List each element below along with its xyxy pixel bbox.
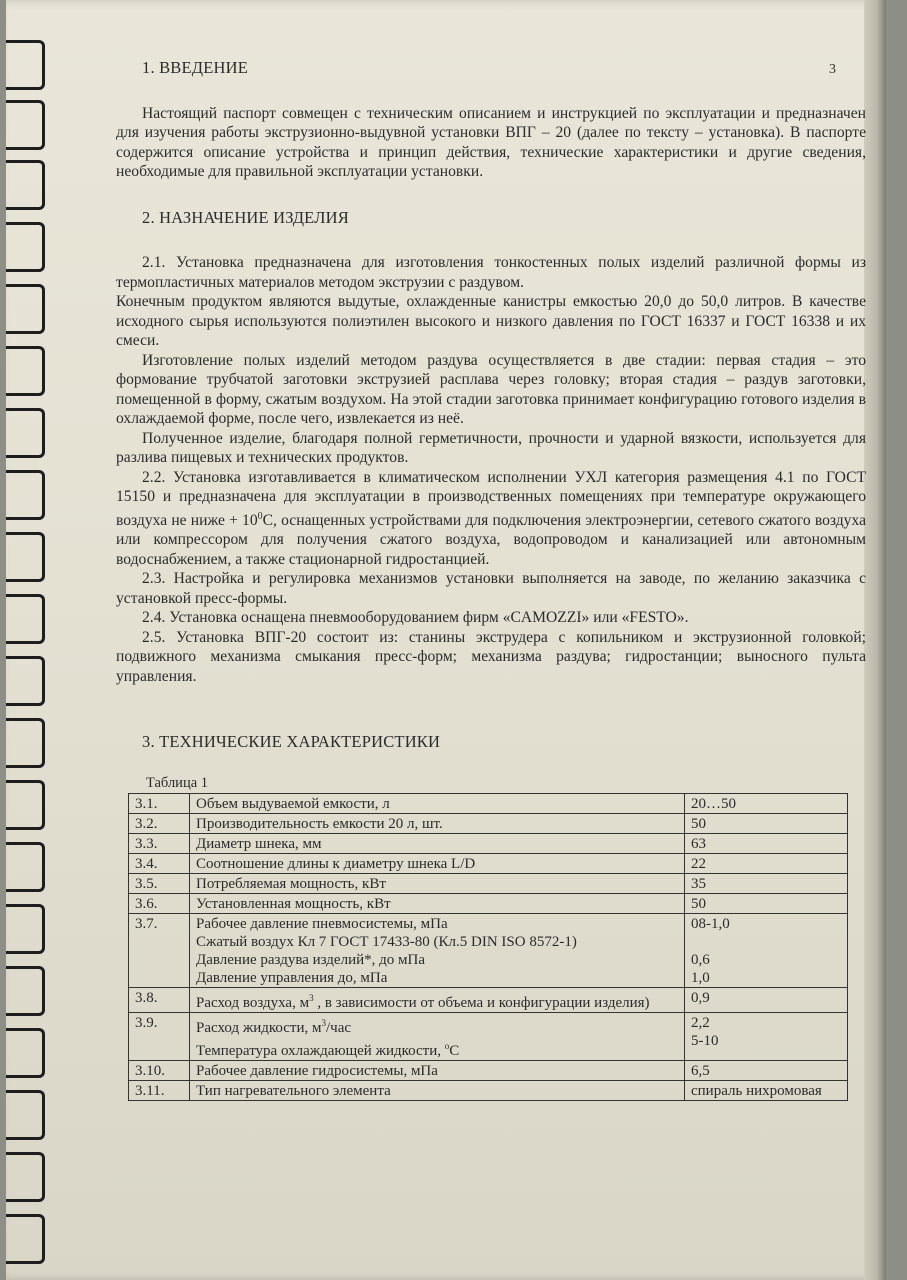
value-line: 0,6 bbox=[691, 952, 710, 969]
paragraph-2-1: 2.1. Установка предназначена для изготовления тонкостенных полых изделий различной формы из термопластичных материалов методом экструзии с раздувом. bbox=[116, 254, 866, 291]
param-line bbox=[196, 1037, 678, 1060]
binding-ring bbox=[16, 100, 45, 150]
binding-ring bbox=[16, 222, 45, 272]
cubic-superscript: 3 bbox=[321, 1018, 326, 1029]
param-text: С bbox=[449, 1043, 460, 1060]
param-text: Температура охлаждающей жидкости, bbox=[196, 1043, 445, 1060]
binding-ring bbox=[16, 594, 45, 644]
value-line: 5-10 bbox=[691, 1033, 719, 1050]
param-text: /час bbox=[326, 1020, 352, 1037]
binding-ring bbox=[16, 284, 45, 334]
binding-ring bbox=[16, 1028, 45, 1078]
binding-ring bbox=[16, 1152, 45, 1202]
row-number: 3.10. bbox=[129, 1061, 190, 1081]
cubic-superscript: 3 bbox=[309, 993, 314, 1004]
section-2-title: 2. НАЗНАЧЕНИЕ ИЗДЕЛИЯ bbox=[142, 207, 349, 227]
row-parameter: Производительность емкости 20 л, шт. bbox=[190, 814, 685, 834]
binding-ring bbox=[16, 904, 45, 954]
row-value bbox=[685, 1013, 848, 1061]
row-parameter: Рабочее давление гидросистемы, мПа bbox=[190, 1061, 685, 1081]
binding-ring bbox=[16, 408, 45, 458]
section-1-title: 1. ВВЕДЕНИЕ bbox=[142, 58, 249, 77]
binding-ring bbox=[16, 842, 45, 892]
table-row bbox=[129, 1081, 848, 1101]
binding-ring bbox=[16, 1214, 45, 1264]
section-1-text: Настоящий паспорт совмещен с техническим описанием и инструкцией по эксплуатации и предназначен для изучения работы экструзионно-выдувной установки ВПГ – 20 (далее по тексту – установка). В паспорте содержится описание устройства и принцип действия, технические характеристики и другие сведения, необходимые для правильной эксплуатации установки. bbox=[116, 104, 866, 180]
row-value: 50 bbox=[685, 814, 848, 834]
row-number: 3.7. bbox=[129, 914, 190, 988]
row-number: 3.2. bbox=[129, 814, 190, 834]
paragraph-2-2-part2: С, оснащенных устройствами для подключения электроэнергии, сетевого сжатого воздуха или компрессором для получения сжатого воздуха, водопроводом и канализацией или автономным водоснабжением, а также стационарной гидростанцией. bbox=[116, 511, 866, 568]
table-row bbox=[129, 854, 848, 874]
binding-ring bbox=[16, 656, 45, 706]
page-number: 3 bbox=[829, 62, 836, 77]
table-row bbox=[129, 1013, 848, 1061]
row-value: 35 bbox=[685, 874, 848, 894]
degree-superscript: o bbox=[444, 1041, 450, 1052]
row-value: спираль нихромовая bbox=[685, 1081, 848, 1101]
value-line: 2,2 bbox=[691, 1015, 710, 1032]
row-number: 3.11. bbox=[129, 1081, 190, 1101]
row-number: 3.8. bbox=[129, 988, 190, 1013]
binding-ring bbox=[16, 718, 45, 768]
paragraph-process: Изготовление полых изделий методом раздува осуществляется в две стадии: первая стадия – это формование трубчатой заготовки экструзией расплава через головку; вторая стадия – раздув заготовки, помещенной в форму, сжатым воздухом. На этой стадии заготовка принимает конфигурацию готового изделия в охлаждаемой форме, после чего, извлекается из неё. bbox=[116, 351, 866, 427]
binding-ring bbox=[16, 532, 45, 582]
paragraph-2-3: 2.3. Настройка и регулировка механизмов установки выполняется на заводе, по желанию заказчика с установкой пресс-формы. bbox=[116, 570, 866, 607]
binding-ring bbox=[16, 1090, 45, 1140]
param-text: , в зависимости от объема и конфигурации изделия) bbox=[313, 995, 650, 1012]
row-parameter bbox=[190, 988, 685, 1013]
row-parameter: Потребляемая мощность, кВт bbox=[190, 874, 685, 894]
row-value: 50 bbox=[685, 894, 848, 914]
table-caption: Таблица 1 bbox=[146, 774, 209, 791]
row-parameter: Установленная мощность, кВт bbox=[190, 894, 685, 914]
param-line: Рабочее давление пневмосистемы, мПа bbox=[196, 916, 448, 933]
row-number: 3.5. bbox=[129, 874, 190, 894]
param-text: Расход воздуха, м bbox=[196, 995, 310, 1012]
param-line bbox=[196, 1014, 678, 1037]
row-parameter bbox=[190, 914, 685, 988]
spiral-binding bbox=[6, 0, 66, 1280]
page-stack-edge bbox=[864, 0, 886, 1280]
row-value: 63 bbox=[685, 834, 848, 854]
binding-ring bbox=[16, 780, 45, 830]
value-line: 1,0 bbox=[691, 970, 710, 987]
document-page bbox=[6, 0, 886, 1280]
row-number: 3.9. bbox=[129, 1013, 190, 1061]
row-number: 3.1. bbox=[129, 794, 190, 814]
binding-ring bbox=[16, 966, 45, 1016]
binding-ring bbox=[16, 470, 45, 520]
paragraph-2-2-part1: 2.2. Установка изготавливается в климатическом исполнении УХЛ категория размещения 4.1 по ГОСТ 15150 и предназначена для эксплуатации в производственных помещениях при температуре окружающего воздуха не ниже + 10 bbox=[116, 468, 866, 529]
row-parameter bbox=[190, 1013, 685, 1061]
row-value bbox=[685, 914, 848, 988]
table-row bbox=[129, 794, 848, 814]
degree-superscript: 0 bbox=[257, 510, 263, 522]
row-parameter: Диаметр шнека, мм bbox=[190, 834, 685, 854]
table-row bbox=[129, 988, 848, 1013]
page-content bbox=[116, 58, 866, 1101]
paragraph-result: Полученное изделие, благодаря полной герметичности, прочности и ударной вязкости, используется для разлива пищевых и технических продуктов. bbox=[116, 429, 866, 466]
param-line: Сжатый воздух Кл 7 ГОСТ 17433-80 (Кл.5 DIN ISO 8572-1) bbox=[196, 934, 577, 951]
paragraph-2-4: 2.4. Установка оснащена пневмооборудованием фирм «CAMOZZI» или «FESTO». bbox=[142, 609, 689, 627]
table-row bbox=[129, 834, 848, 854]
row-parameter: Тип нагревательного элемента bbox=[190, 1081, 685, 1101]
table-row bbox=[129, 1061, 848, 1081]
row-parameter: Объем выдуваемой емкости, л bbox=[190, 794, 685, 814]
row-value: 22 bbox=[685, 854, 848, 874]
table-row bbox=[129, 914, 848, 988]
row-number: 3.3. bbox=[129, 834, 190, 854]
row-value: 6,5 bbox=[685, 1061, 848, 1081]
binding-ring bbox=[16, 346, 45, 396]
table-row bbox=[129, 814, 848, 834]
row-value: 20…50 bbox=[685, 794, 848, 814]
paragraph-2-5: 2.5. Установка ВПГ-20 состоит из: станины экструдера с копильником и экструзионной головкой; подвижного механизма смыкания пресс-форм; механизма раздува; гидростанции; выносного пульта управления. bbox=[116, 628, 866, 685]
param-line: Давление управления до, мПа bbox=[196, 970, 388, 987]
section-3-title: 3. ТЕХНИЧЕСКИЕ ХАРАКТЕРИСТИКИ bbox=[142, 732, 441, 752]
param-line: Давление раздува изделий*, до мПа bbox=[196, 952, 425, 969]
paragraph-product: Конечным продуктом являются выдутые, охлажденные канистры емкостью 20,0 до 50,0 литров. В качестве исходного сырья используются полиэтилен высокого и низкого давления по ГОСТ 16337 и ГОСТ 16338 и их смеси. bbox=[116, 293, 866, 349]
row-value: 0,9 bbox=[685, 988, 848, 1013]
value-spacer bbox=[691, 933, 841, 951]
binding-ring bbox=[16, 160, 45, 210]
row-parameter: Соотношение длины к диаметру шнека L/D bbox=[190, 854, 685, 874]
binding-ring bbox=[16, 40, 45, 90]
table-row bbox=[129, 894, 848, 914]
paragraph-2-2 bbox=[116, 468, 866, 570]
row-number: 3.4. bbox=[129, 854, 190, 874]
value-line: 08-1,0 bbox=[691, 916, 730, 933]
row-number: 3.6. bbox=[129, 894, 190, 914]
param-text: Расход жидкости, м bbox=[196, 1020, 322, 1037]
specs-table bbox=[128, 793, 848, 1101]
table-row bbox=[129, 874, 848, 894]
